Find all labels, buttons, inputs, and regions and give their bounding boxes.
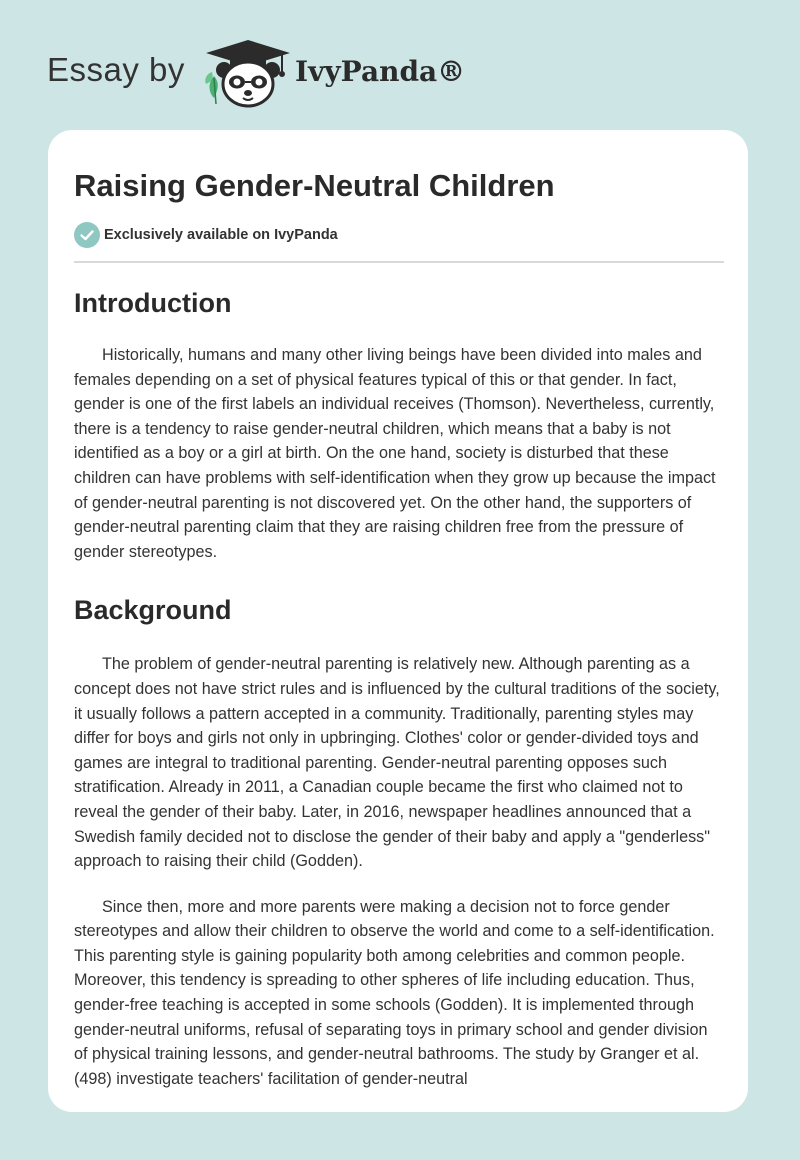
section-heading-background: Background — [74, 595, 232, 626]
panda-graduate-icon — [200, 36, 296, 110]
exclusive-badge — [74, 222, 338, 248]
page-title: Raising Gender-Neutral Children — [74, 168, 555, 203]
section-heading-introduction: Introduction — [74, 288, 232, 318]
paragraph: The problem of gender-neutral parenting is relatively new. Although parenting as a concept does not have strict rules and is influenced by the cultural traditions of the society, it usually follows a pattern accepted in a community. Traditionally, parenting styles may differ for boys and girls not only in upbringing. Clothes' color or gender-divided toys and games are integral to traditional parenting. Gender-neutral parenting opposes such stratification. Already in 2011, a Canadian couple became the first who claimed not to reveal the gender of their baby. Later, in 2016, newspaper headlines announced that a Swedish family decided not to disclose the gender of their baby and apply a "genderless" approach to raising their child (Godden). — [74, 655, 720, 871]
divider — [74, 261, 724, 263]
badge-label: Exclusively available on IvyPanda — [104, 227, 338, 243]
essay-by-label: Essay by — [47, 51, 185, 88]
essay-body — [74, 278, 724, 1091]
site-header — [0, 0, 800, 120]
check-icon — [74, 222, 100, 248]
paragraph: Since then, more and more parents were making a decision not to force gender stereotypes and allow their children to observe the world and come to a self-identification. This parenting style is gaining popularity both among celebrities and common people. Moreover, this tendency is spreading to other spheres of life including education. Thus, gender-free teaching is accepted in some schools (Godden). It is implemented through gender-neutral uniforms, refusal of separating toys in primary school and gender division of physical training lessons, and gender-neutral bathrooms. The study by Granger et al. (498) investigate teachers' facilitation of gender-neutral — [74, 897, 715, 1088]
paragraph: Historically, humans and many other living beings have been divided into males and females depending on a set of physical features typical of this or that gender. In fact, gender is one of the first labels an individual receives (Thomson). Nevertheless, currently, there is a tendency to raise gender-neutral children, which means that a baby is not identified as a boy or a girl at birth. On the one hand, society is disturbed that these children can have problems with self-identification when they grow up because the impact of gender-neutral parenting is not discovered yet. On the other hand, the supporters of gender-neutral parenting claim that they are raising children free from the pressure of gender stereotypes. — [74, 346, 716, 561]
brand-name: IvyPanda® — [295, 55, 466, 88]
essay-card — [48, 130, 748, 1112]
